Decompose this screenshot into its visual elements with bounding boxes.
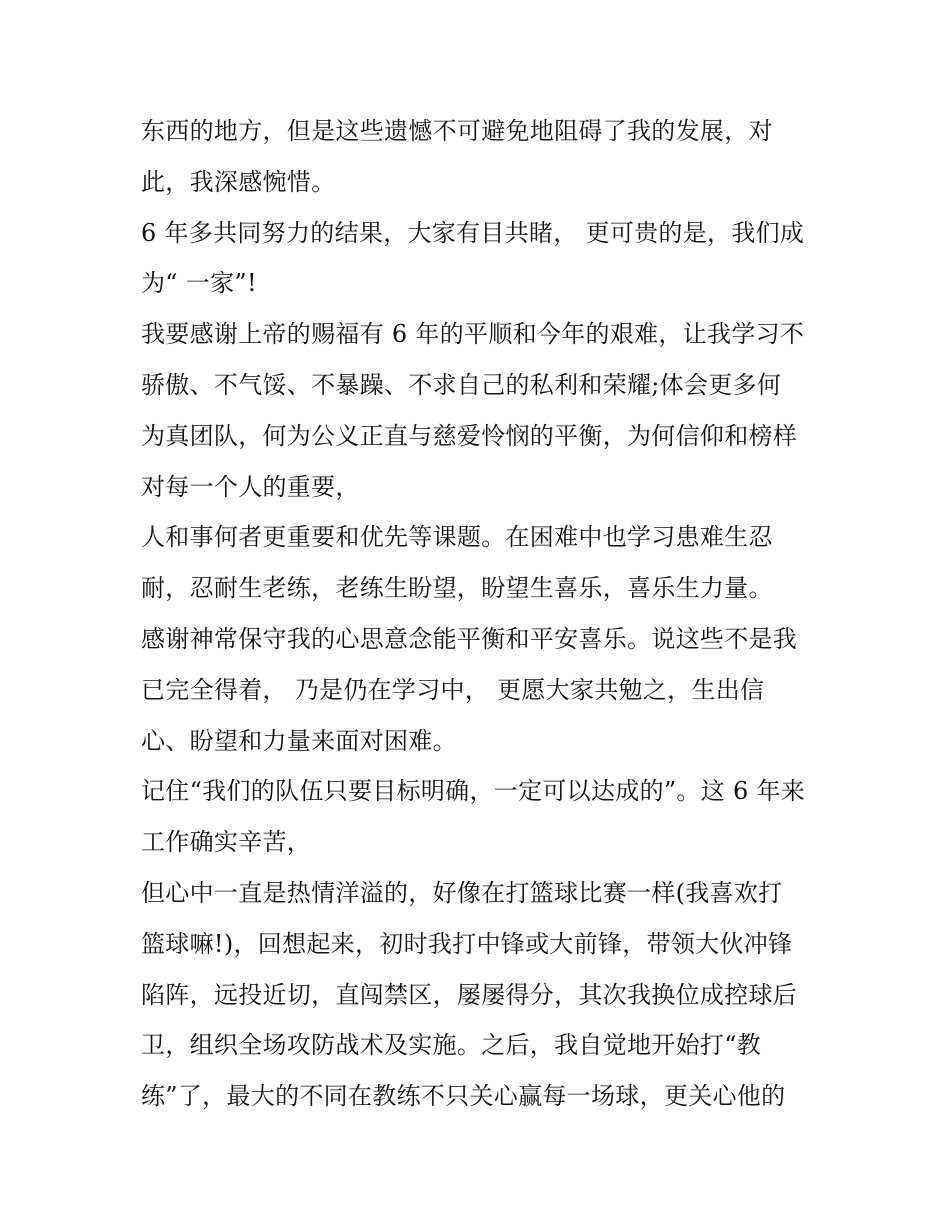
text-line: 篮球嘛!)，回想起来，初时我打中锋或大前锋，带领大伙冲锋 [141, 929, 793, 958]
text-line: 骄傲、不气馁、不暴躁、不求自己的私利和荣耀;体会更多何 [141, 370, 782, 399]
text-line: 卫，组织全场攻防战术及实施。之后，我自觉地开始打“教 [141, 1031, 762, 1060]
text-line: 我要感谢上帝的赐福有 6 年的平顺和今年的艰难，让我学习不 [141, 320, 805, 349]
text-line: 陷阵，远投近切，直闯禁区，屡屡得分，其次我换位成控球后 [141, 980, 798, 1009]
text-line: 但心中一直是热情洋溢的，好像在打篮球比赛一样(我喜欢打 [141, 878, 783, 907]
text-line: 东西的地方，但是这些遗憾不可避免地阻碍了我的发展，对 [141, 117, 773, 145]
text-line: 人和事何者更重要和优先等课题。在困难中也学习患难生忍 [141, 523, 773, 552]
text-line: 为真团队，何为公义正直与慈爱怜悯的平衡，为何信仰和榜样 [141, 421, 798, 450]
text-line: 工作确实辛苦， [141, 828, 312, 857]
text-line: 耐，忍耐生老练，老练生盼望，盼望生喜乐，喜乐生力量。 [141, 574, 773, 603]
body-text [141, 106, 821, 1122]
text-line: 练”了，最大的不同在教练不只关心赢每一场球，更关心他的 [141, 1082, 786, 1111]
text-line: 已完全得着， 乃是仍在学习中， 更愿大家共勉之，生出信 [141, 675, 765, 704]
text-line: 感谢神常保守我的心思意念能平衡和平安喜乐。说这些不是我 [141, 624, 798, 653]
text-line: 此，我深感惋惜。 [141, 167, 336, 196]
text-line: 对每一个人的重要， [141, 472, 360, 501]
text-line: 为“ 一家”! [141, 269, 257, 298]
text-line: 心、盼望和力量来面对困难。 [141, 726, 457, 755]
text-line: 6 年多共同努力的结果，大家有目共睹， 更可贵的是，我们成 [141, 218, 805, 247]
text-line: 记住“我们的队伍只要目标明确，一定可以达成的”。这 6 年来 [141, 777, 806, 806]
